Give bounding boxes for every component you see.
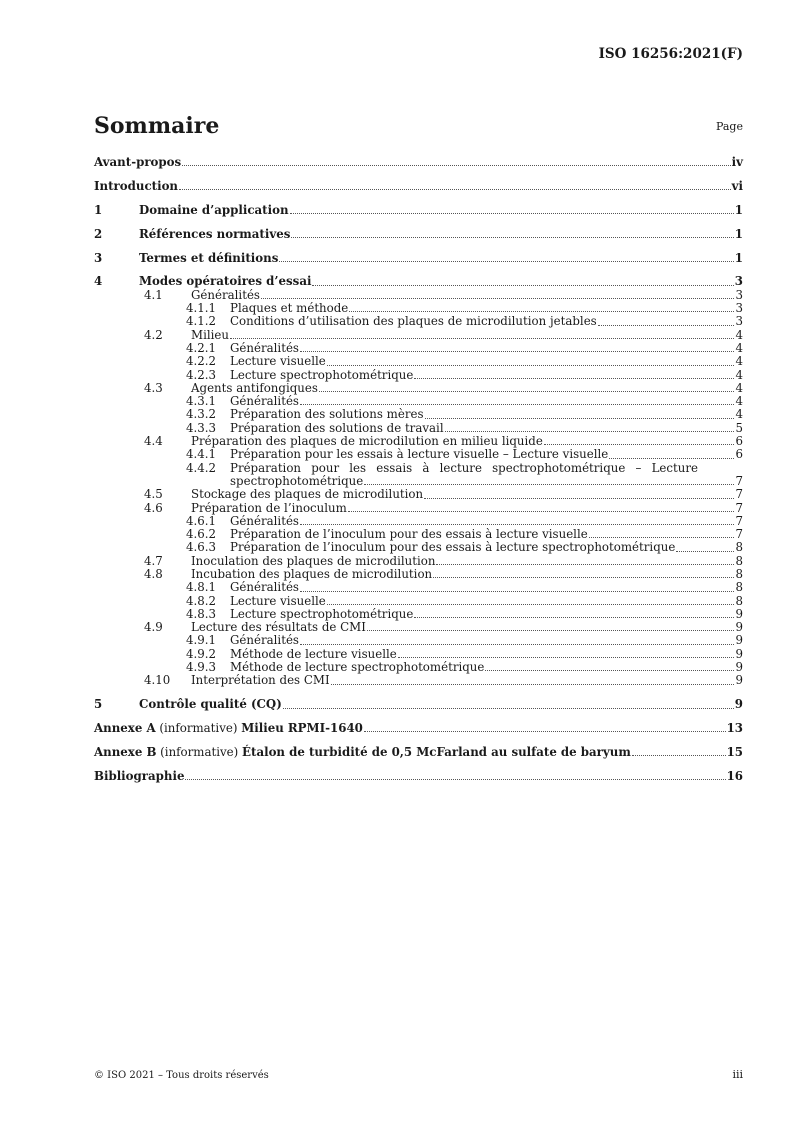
leader-dots <box>414 377 734 379</box>
toc-entry[interactable] <box>94 395 743 408</box>
toc-entry[interactable] <box>94 634 743 647</box>
table-of-contents <box>94 156 743 794</box>
toc-title-word: Lecture <box>651 460 698 475</box>
toc-number: 4.1 <box>144 287 163 302</box>
toc-page: 4 <box>735 407 743 422</box>
toc-number: 4.6.1 <box>186 513 217 528</box>
annex-title: Étalon de turbidité de 0,5 McFarland au sulfate de baryum <box>242 745 631 760</box>
toc-number: 4.6.2 <box>186 527 217 542</box>
toc-number: 4.9 <box>144 620 163 635</box>
leader-dots <box>349 310 734 312</box>
toc-entry[interactable] <box>94 355 743 368</box>
toc-entry[interactable] <box>94 289 743 302</box>
toc-number: 4.4.1 <box>186 447 217 462</box>
toc-number: 4 <box>94 274 103 289</box>
toc-page: 15 <box>726 745 743 760</box>
toc-entry[interactable] <box>94 515 743 528</box>
toc-number: 4.8.3 <box>186 606 217 621</box>
toc-number: 4.2 <box>144 327 163 342</box>
annex-title: Milieu RPMI-1640 <box>241 721 363 736</box>
toc-title: Préparation de l’inoculum pour des essais à lecture spectrophotométrique <box>230 540 676 555</box>
toc-title: Méthode de lecture spectrophotométrique <box>230 660 485 675</box>
toc-page: 7 <box>735 527 743 542</box>
leader-dots <box>300 350 735 352</box>
toc-title: Lecture spectrophotométrique <box>230 367 414 382</box>
toc-page: 3 <box>735 301 743 316</box>
toc-entry[interactable] <box>94 462 743 475</box>
toc-entry[interactable] <box>94 581 743 594</box>
toc-title: Interprétation des CMI <box>191 673 330 688</box>
toc-title-word: à <box>422 460 430 475</box>
toc-title: Avant-propos <box>94 155 182 169</box>
toc-page: 7 <box>735 473 743 488</box>
toc-entry[interactable] <box>94 435 743 448</box>
leader-dots <box>279 260 733 262</box>
leader-dots <box>436 563 734 565</box>
toc-page: 4 <box>735 354 743 369</box>
leader-dots <box>230 337 735 339</box>
leader-dots <box>290 212 734 214</box>
toc-number: 4.9.1 <box>186 633 217 648</box>
toc-entry[interactable] <box>94 342 743 355</box>
page-title: Sommaire <box>94 113 220 139</box>
toc-page: 5 <box>735 420 743 435</box>
toc-entry-continuation[interactable] <box>94 475 743 488</box>
toc-page: 8 <box>735 593 743 608</box>
toc-entry[interactable] <box>94 448 743 461</box>
toc-title: Préparation des solutions mères <box>230 407 424 422</box>
leader-dots <box>185 778 725 780</box>
toc-entry[interactable] <box>94 275 743 288</box>
leader-dots <box>283 707 734 709</box>
toc-page: 7 <box>735 513 743 528</box>
toc-title: Généralités <box>230 580 299 595</box>
toc-entry[interactable] <box>94 595 743 608</box>
toc-entry[interactable] <box>94 746 743 759</box>
leader-dots <box>364 730 726 732</box>
toc-entry[interactable] <box>94 502 743 515</box>
leader-dots <box>609 457 734 459</box>
toc-number: 4.3.3 <box>186 420 217 435</box>
toc-number: 4.8.2 <box>186 593 217 608</box>
toc-page: 9 <box>735 660 743 675</box>
toc-number: 4.1.2 <box>186 314 217 329</box>
leader-dots <box>632 754 726 756</box>
toc-number: 4.3 <box>144 380 163 395</box>
toc-title <box>94 746 631 759</box>
toc-entry[interactable] <box>94 302 743 315</box>
leader-dots <box>319 390 735 392</box>
toc-page: 7 <box>735 500 743 515</box>
leader-dots <box>433 576 734 578</box>
toc-page: 16 <box>726 768 743 783</box>
toc-title: Modes opératoires d’essai <box>139 274 312 289</box>
toc-title: Lecture visuelle <box>230 354 326 369</box>
toc-entry[interactable] <box>94 661 743 674</box>
toc-page: 4 <box>735 327 743 342</box>
toc-title: Lecture spectrophotométrique <box>230 606 414 621</box>
toc-number: 4.6.3 <box>186 540 217 555</box>
toc-title: Préparation des plaques de microdilution en milieu liquide <box>191 434 543 449</box>
toc-page: 3 <box>734 274 743 289</box>
page-column-label: Page <box>715 120 743 133</box>
leader-dots <box>300 590 735 592</box>
toc-title-word: – <box>635 460 642 475</box>
toc-number: 4.8.1 <box>186 580 217 595</box>
toc-entry[interactable] <box>94 648 743 661</box>
toc-entry[interactable] <box>94 228 743 241</box>
toc-entry[interactable] <box>94 180 743 193</box>
toc-page: 4 <box>735 367 743 382</box>
toc-page: 3 <box>735 314 743 329</box>
toc-title: Références normatives <box>139 226 291 241</box>
toc-title: Domaine d’application <box>139 202 289 217</box>
leader-dots <box>364 483 734 485</box>
toc-entry[interactable] <box>94 541 743 554</box>
toc-title: Généralités <box>230 633 299 648</box>
toc-entry[interactable] <box>94 674 743 687</box>
toc-page: 1 <box>734 202 743 217</box>
toc-entry[interactable] <box>94 555 743 568</box>
toc-title: Inoculation des plaques de microdilution <box>191 553 436 568</box>
toc-title: Lecture visuelle <box>230 593 326 608</box>
leader-dots <box>367 629 735 631</box>
toc-page: vi <box>731 178 743 193</box>
leader-dots <box>291 236 733 238</box>
page-number: iii <box>732 1068 743 1081</box>
leader-dots <box>424 497 734 499</box>
toc-number: 4.9.2 <box>186 646 217 661</box>
toc-entry[interactable] <box>94 621 743 634</box>
toc-number: 4.2.1 <box>186 340 217 355</box>
toc-number: 4.2.3 <box>186 367 217 382</box>
toc-page: iv <box>731 155 743 169</box>
toc-number: 3 <box>94 250 103 265</box>
toc-page: 8 <box>735 580 743 595</box>
toc-number: 4.6 <box>144 500 163 515</box>
toc-page: 6 <box>735 434 743 449</box>
toc-title: Lecture des résultats de CMI <box>191 620 366 635</box>
leader-dots <box>425 417 735 419</box>
toc-number: 4.7 <box>144 553 163 568</box>
toc-page: 1 <box>734 226 743 241</box>
leader-dots <box>327 603 735 605</box>
toc-entry[interactable] <box>94 528 743 541</box>
toc-page: 4 <box>735 380 743 395</box>
toc-page: 13 <box>726 721 743 736</box>
toc-number: 4.10 <box>144 673 171 688</box>
toc-page: 1 <box>734 250 743 265</box>
leader-dots <box>598 324 735 326</box>
toc-entry[interactable] <box>94 382 743 395</box>
toc-number: 4.2.2 <box>186 354 217 369</box>
leader-dots <box>398 656 735 658</box>
toc-title-word: essais <box>376 460 413 475</box>
toc-number: 5 <box>94 697 103 712</box>
toc-title: Préparation des solutions de travail <box>230 420 444 435</box>
toc-page: 8 <box>735 553 743 568</box>
leader-dots <box>544 443 735 445</box>
annex-label: Annexe B <box>94 745 157 760</box>
toc-entry[interactable] <box>94 252 743 265</box>
toc-entry[interactable] <box>94 408 743 421</box>
toc-title: Préparation pour les essais à lecture visuelle – Lecture visuelle <box>230 447 609 462</box>
leader-dots <box>300 643 735 645</box>
toc-number: 4.5 <box>144 487 163 502</box>
toc-entry[interactable] <box>94 698 743 711</box>
toc-entry[interactable] <box>94 488 743 501</box>
toc-number: 2 <box>94 226 103 241</box>
toc-title-word: les <box>349 460 367 475</box>
toc-title: Bibliographie <box>94 768 185 783</box>
leader-dots <box>312 284 733 286</box>
leader-dots <box>261 297 735 299</box>
toc-number: 4.3.1 <box>186 394 217 409</box>
toc-title: Agents antifongiques <box>191 380 318 395</box>
leader-dots <box>348 510 735 512</box>
annex-type: (informative) <box>155 721 242 736</box>
toc-number: 4.8 <box>144 566 163 581</box>
toc-title: Incubation des plaques de microdilution <box>191 566 433 581</box>
toc-title-continued: spectrophotométrique <box>230 473 364 488</box>
leader-dots <box>182 164 730 166</box>
leader-dots <box>445 430 735 432</box>
toc-number: 4.9.3 <box>186 660 217 675</box>
toc-title: Termes et définitions <box>139 250 279 265</box>
toc-page: 9 <box>735 673 743 688</box>
toc-title: Préparation de l’inoculum <box>191 500 347 515</box>
toc-page: 9 <box>735 633 743 648</box>
toc-page: 4 <box>735 394 743 409</box>
toc-page: 9 <box>734 697 743 712</box>
toc-number: 4.3.2 <box>186 407 217 422</box>
leader-dots <box>327 364 735 366</box>
standard-id: ISO 16256:2021(F) <box>598 46 743 62</box>
toc-entry[interactable] <box>94 770 743 783</box>
toc-page: 9 <box>735 620 743 635</box>
toc-number: 4.1.1 <box>186 301 217 316</box>
leader-dots <box>300 403 735 405</box>
leader-dots <box>414 616 734 618</box>
toc-title: Généralités <box>230 340 299 355</box>
toc-entry[interactable] <box>94 156 743 169</box>
toc-page: 9 <box>735 606 743 621</box>
leader-dots <box>331 683 735 685</box>
toc-entry[interactable] <box>94 568 743 581</box>
toc-title: Préparation de l’inoculum pour des essais à lecture visuelle <box>230 527 588 542</box>
toc-title: Généralités <box>191 287 260 302</box>
copyright-notice: © ISO 2021 – Tous droits réservés <box>94 1070 269 1081</box>
toc-page: 4 <box>735 340 743 355</box>
toc-title-word: lecture <box>439 460 482 475</box>
leader-dots <box>676 550 734 552</box>
toc-page: 3 <box>735 287 743 302</box>
toc-number: 4.4 <box>144 434 163 449</box>
toc-number: 1 <box>94 202 103 217</box>
toc-page: 9 <box>735 646 743 661</box>
toc-entry[interactable] <box>94 204 743 217</box>
leader-dots <box>485 669 734 671</box>
toc-entry[interactable] <box>94 608 743 621</box>
toc-title: Plaques et méthode <box>230 301 349 316</box>
toc-title <box>94 722 363 735</box>
toc-title <box>230 462 698 475</box>
toc-page: 8 <box>735 566 743 581</box>
toc-page: 8 <box>735 540 743 555</box>
toc-entry[interactable] <box>94 369 743 382</box>
toc-title: Contrôle qualité (CQ) <box>139 697 282 712</box>
annex-label: Annexe A <box>94 721 156 736</box>
leader-dots <box>179 188 731 190</box>
toc-title: Conditions d’utilisation des plaques de microdilution jetables <box>230 314 597 329</box>
annex-type: (informative) <box>156 745 242 760</box>
toc-title-word: spectrophotométrique <box>492 460 626 475</box>
toc-title-word: Préparation <box>230 460 302 475</box>
toc-title: Méthode de lecture visuelle <box>230 646 397 661</box>
toc-title-word: pour <box>311 460 340 475</box>
toc-title: Généralités <box>230 394 299 409</box>
toc-entry[interactable] <box>94 329 743 342</box>
toc-title: Stockage des plaques de microdilution <box>191 487 424 502</box>
toc-page: 7 <box>735 487 743 502</box>
toc-title: Introduction <box>94 178 179 193</box>
toc-entry[interactable] <box>94 422 743 435</box>
toc-title: Milieu <box>191 327 229 342</box>
leader-dots <box>300 523 735 525</box>
toc-title: Généralités <box>230 513 299 528</box>
toc-entry[interactable] <box>94 315 743 328</box>
toc-page: 6 <box>735 447 743 462</box>
leader-dots <box>589 536 735 538</box>
toc-number: 4.4.2 <box>186 460 217 475</box>
toc-entry[interactable] <box>94 722 743 735</box>
